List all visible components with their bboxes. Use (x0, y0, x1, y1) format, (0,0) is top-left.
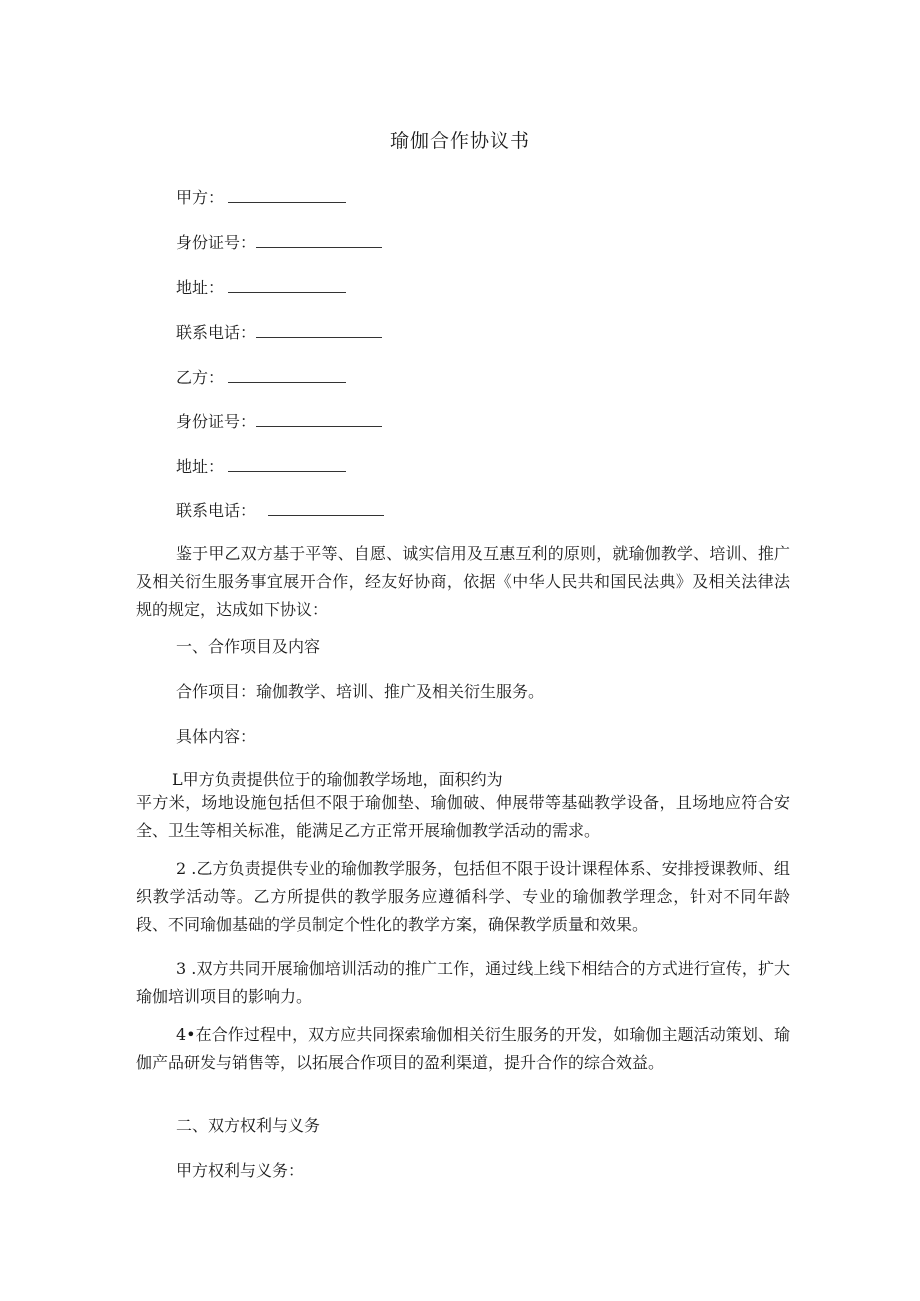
party-a-phone-field (176, 321, 382, 344)
party-b-id-blank (256, 410, 382, 427)
section2-heading: 二、双方权利与义务 (176, 1116, 321, 1135)
party-a-address-blank (228, 276, 346, 293)
party-a-id-blank (256, 231, 382, 248)
document-title: 瑜伽合作协议书 (389, 130, 530, 152)
party-b-name-label: 乙方： (176, 368, 225, 387)
item4-paragraph: 4•在合作过程中，双方应共同探索瑜伽相关衍生服务的开发，如瑜伽主题活动策划、瑜伽产品研发与销售等，以拓展合作项目的盈利渠道，提升合作的综合效益。 (136, 1025, 790, 1072)
party-a-phone-label: 联系电话： (176, 323, 257, 342)
party-a-name-blank (228, 186, 346, 203)
party-b-phone-blank (268, 499, 384, 516)
item1-first-line: L甲方负责提供位于的瑜伽教学场地，面积约为 (172, 770, 503, 789)
item1-rest: 平方米，场地设施包括但不限于瑜伽垫、瑜伽破、伸展带等基础教学设备，且场地应符合安全、卫生等相关标准，能满足乙方正常开展瑜伽教学活动的需求。 (136, 793, 790, 840)
party-b-address-field (176, 455, 346, 478)
party-a-name-field (176, 186, 346, 209)
party-a-phone-blank (256, 321, 382, 338)
party-a-address-field (176, 276, 346, 299)
party-b-id-label: 身份证号： (176, 412, 257, 431)
project-line: 合作项目：瑜伽教学、培训、推广及相关衍生服务。 (176, 682, 545, 701)
party-a-rights-heading: 甲方权利与义务： (176, 1161, 305, 1180)
party-a-name-label: 甲方： (176, 188, 225, 207)
party-b-phone-field (176, 499, 384, 522)
party-b-name-blank (228, 366, 346, 383)
section1-heading: 一、合作项目及内容 (176, 637, 321, 656)
party-a-id-label: 身份证号： (176, 233, 257, 252)
party-a-id-field (176, 231, 382, 254)
party-b-id-field (176, 410, 382, 433)
item2-paragraph: 2 .乙方负责提供专业的瑜伽教学服务，包括但不限于设计课程体系、安排授课教师、组织教学活动等。乙方所提供的教学服务应遵循科学、专业的瑜伽教学理念，针对不同年龄段、不同瑜伽基础的学员制定个性化的教学方案，确保教学质量和效果。 (136, 859, 790, 934)
preamble-paragraph: 鉴于甲乙双方基于平等、自愿、诚实信用及互惠互利的原则，就瑜伽教学、培训、推广及相关衍生服务事宜展开合作，经友好协商，依据《中华人民共和国民法典》及相关法律法规的规定，达成如下协议： (136, 544, 790, 619)
party-b-phone-label: 联系电话： (176, 501, 257, 520)
party-b-address-label: 地址： (176, 457, 225, 476)
party-b-name-field (176, 366, 346, 389)
content-label: 具体内容： (176, 727, 257, 746)
party-a-address-label: 地址： (176, 278, 225, 297)
item3-paragraph: 3 .双方共同开展瑜伽培训活动的推广工作，通过线上线下相结合的方式进行宣传，扩大瑜伽培训项目的影响力。 (136, 959, 790, 1006)
party-b-address-blank (228, 455, 346, 472)
